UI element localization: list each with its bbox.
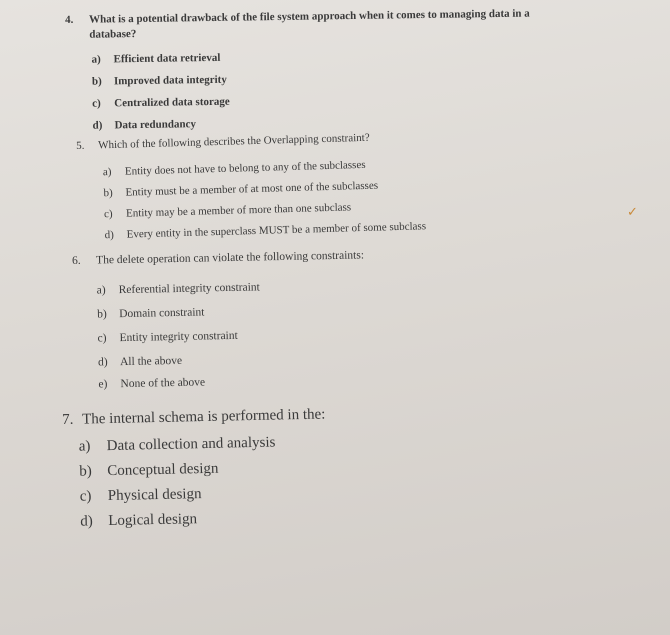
- option-c: c) Centralized data storage: [92, 95, 230, 110]
- question-text: Which of the following describes the Overlapping constraint?: [97, 131, 370, 152]
- option-d: d) All the above: [97, 354, 183, 369]
- option-a: a) Entity does not have to belong to any of the subclasses: [102, 158, 366, 179]
- option-c: c) Physical design: [79, 486, 202, 505]
- question-number: 4.: [65, 13, 74, 26]
- option-e: e) None of the above: [98, 376, 206, 391]
- option-c: c) Entity integrity constraint: [97, 329, 238, 345]
- question-number: 7.: [62, 411, 74, 428]
- question-number: 5.: [76, 139, 85, 152]
- check-mark-icon: ✓: [627, 205, 638, 220]
- option-a: a) Referential integrity constraint: [96, 281, 260, 297]
- option-b: b) Improved data integrity: [91, 73, 227, 88]
- question-text-continued: database?: [89, 28, 137, 41]
- option-a: a) Efficient data retrieval: [91, 51, 221, 66]
- question-text: What is a potential drawback of the file system approach when it comes to managing data in a: [88, 7, 530, 26]
- option-d: d) Logical design: [80, 511, 198, 530]
- question-number: 6.: [72, 254, 81, 267]
- option-b: b) Domain constraint: [97, 306, 205, 321]
- option-b: b) Entity must be a member of at most one of the subclasses: [103, 179, 379, 200]
- option-d: d) Data redundancy: [92, 118, 197, 132]
- question-text: The delete operation can violate the following constraints:: [95, 249, 365, 267]
- option-b: b) Conceptual design: [79, 460, 219, 480]
- option-d: d) Every entity in the superclass MUST be a member of some subclass: [104, 220, 427, 242]
- option-a: a) Data collection and analysis: [78, 434, 276, 455]
- question-text: The internal schema is performed in the:: [81, 406, 326, 428]
- option-c: c) Entity may be a member of more than one subclass: [103, 201, 352, 221]
